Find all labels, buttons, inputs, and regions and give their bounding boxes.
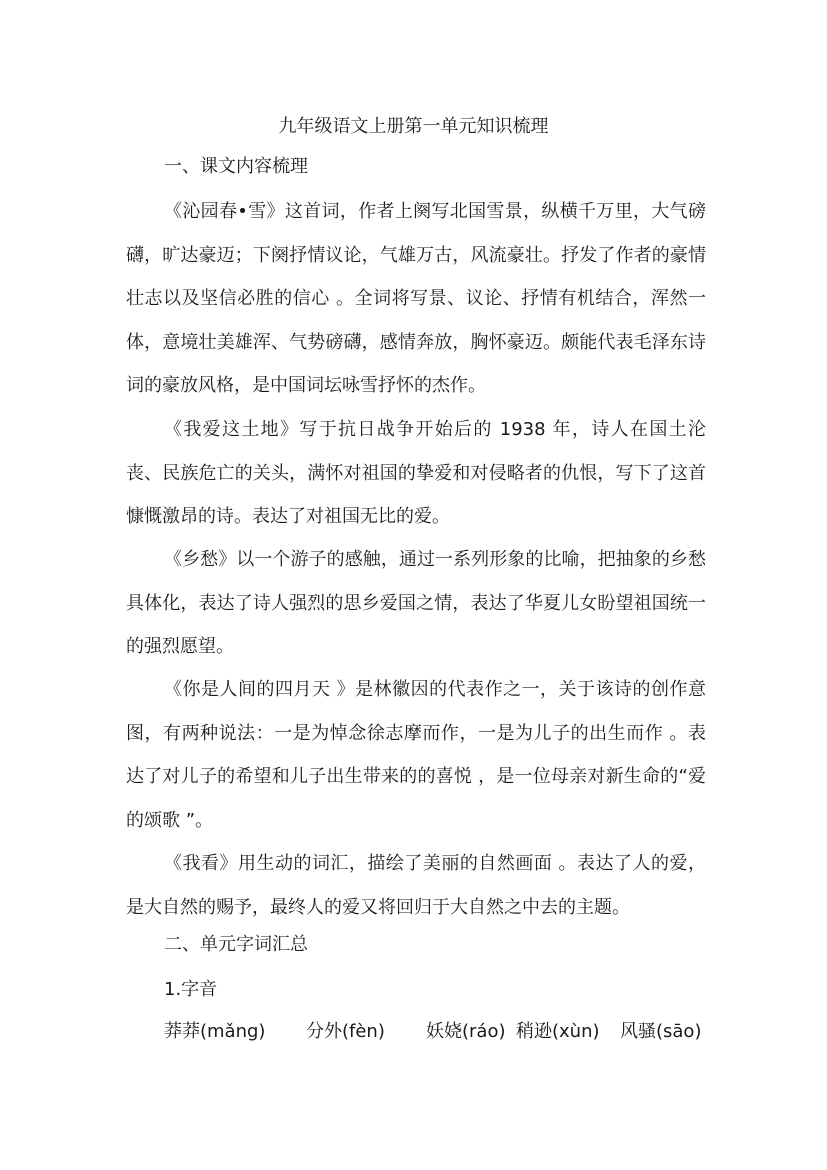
paragraph-siyuetian: 《你是人间的四月天 》是林徽因的代表作之一，关于该诗的创作意图，有两种说法：一是为悼念徐志摩而作，一是为儿子的出生而作 。表达了对儿子的希望和儿子出生带来的的喜悦 ，是一位母亲对新生命的“爱的颂歌 ”。 — [126, 679, 706, 831]
paragraph-qinyuanchun: 《沁园春•雪》这首词，作者上阕写北国雪景，纵横千万里，大气磅礴，旷达豪迈；下阕抒情议论，气雄万古，风流豪壮。抒发了作者的豪情壮志以及坚信必胜的信心 。全词将写景、议论、抒情有机结合，浑然一体，意境壮美雄浑、气势磅礴，感情奔放，胸怀豪迈。颇能代表毛泽东诗词的豪放风格，是中国词坛咏雪抒怀的杰作。 — [126, 201, 706, 396]
document-title: 九年级语文上册第一单元知识梳理 — [278, 116, 549, 137]
paragraph-wo-ai-zhe-tudi: 《我爱这土地》写于抗日战争开始后的 1938 年，诗人在国土沦丧、民族危亡的关头，满怀对祖国的挚爱和对侵略者的仇恨，写下了这首慷慨激昂的诗。表达了对祖国无比的爱。 — [126, 419, 706, 527]
pinyin-item: 妖娆(ráo) — [426, 1021, 506, 1042]
pinyin-item: 莽莽(mǎng) — [164, 1021, 266, 1042]
paragraph-wo-kan: 《我看》用生动的词汇，描绘了美丽的自然画面 。表达了人的爱，是大自然的赐予，最终人的爱又将回归于大自然之中去的主题。 — [126, 853, 706, 918]
section-heading-text-content: 一、课文内容梳理 — [164, 156, 308, 177]
pinyin-item: 稍逊(xùn) — [516, 1021, 600, 1042]
section-heading-vocabulary: 二、单元字词汇总 — [164, 934, 308, 955]
pinyin-item: 分外(fèn) — [306, 1021, 385, 1042]
subsection-heading-pronunciation: 1.字音 — [164, 979, 218, 1000]
pinyin-item: 风骚(sāo) — [620, 1021, 702, 1042]
paragraph-xiangchou: 《乡愁》以一个游子的感触，通过一系列形象的比喻，把抽象的乡愁具体化，表达了诗人强烈的思乡爱国之情，表达了华夏儿女盼望祖国统一的强烈愿望。 — [126, 549, 706, 657]
